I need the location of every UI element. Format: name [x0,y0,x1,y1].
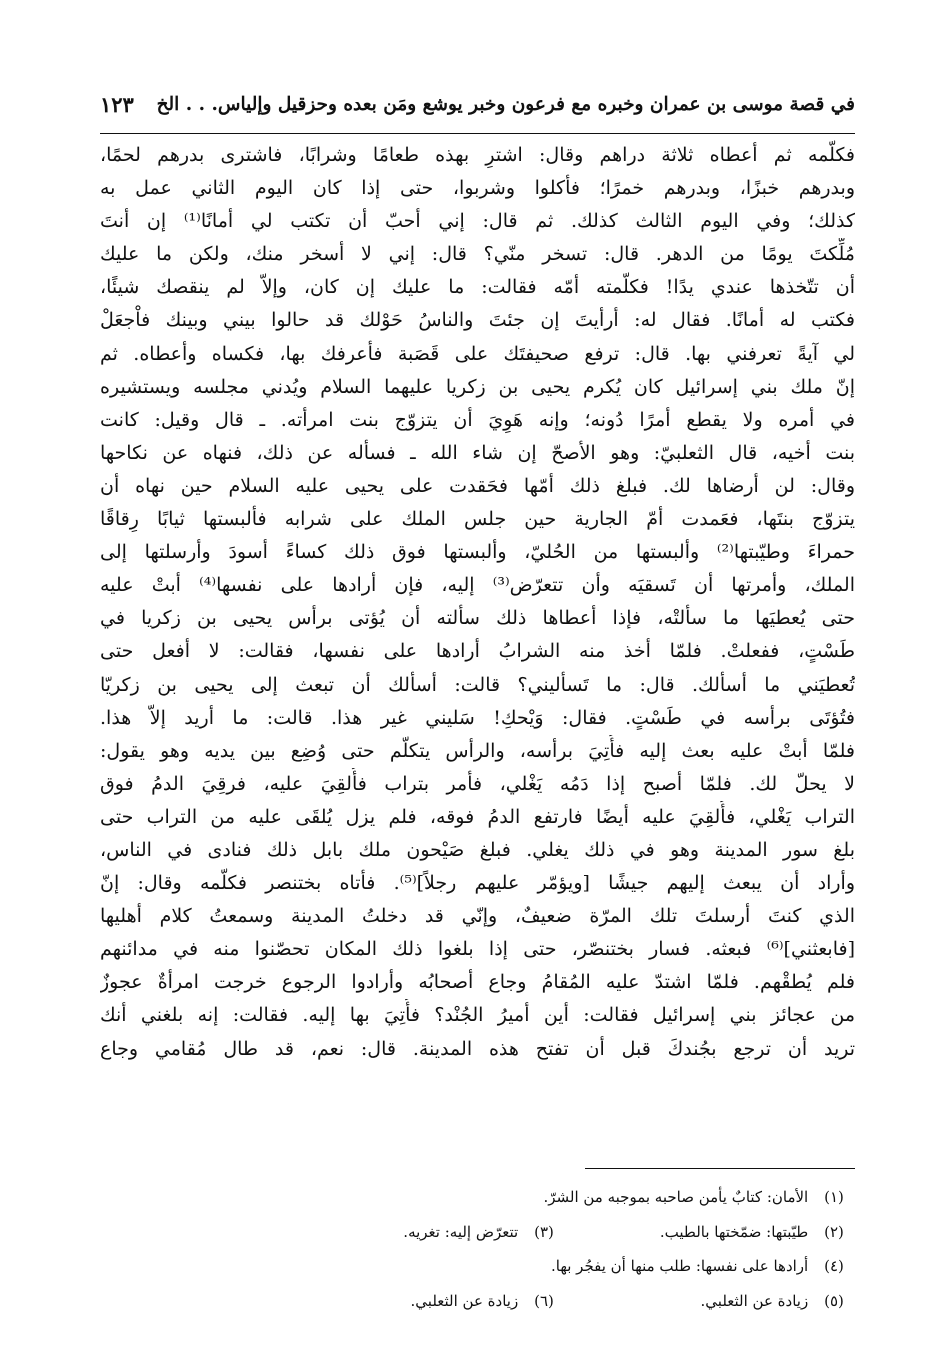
text-line: فلم يُطقْهم. فلمّا اشتدّ عليه المُقامُ وجاع أصحابُه وأرادوا الرجوع خرجت امرأةٌ عجوزٌ [100,971,855,994]
footnote-row [100,1249,855,1284]
text-line: تريد أن ترجع بجُندكَ قبل أن تفتح هذه المدينة. قال: نعم، قد طال مُقامي وجاع [100,1037,855,1060]
page-number: ١٢٣ [100,92,134,117]
text-line: فكلّمه ثم أعطاه ثلاثة دراهم وقال: اشترِ بهذه طعامًا وشرابًا، فاشترى بدرهم لحمًا، [100,144,855,166]
footnote-text: طيّبتها: ضمّختها بالطيب. [659,1222,809,1241]
text-line: فكتب له أمانًا. فقال له: أرأيتَ إن جئتَ والناسُ حَوْلك قد حالوا بيني وبينك فاْجعَلْ [100,309,855,332]
footnote [403,1215,565,1250]
text-line: وأراد أن يبعث إليهم جيشًا [ويؤمّر عليهم رجلاً]⁽⁵⁾. فأتاه بختنصر فكلّمه وقال: إنّ [100,872,855,895]
footnote [701,1284,855,1319]
footnote-row [100,1215,855,1250]
footnote [551,1249,855,1284]
header-title: في قصة موسى بن عمران وخبره مع فرعون وخبر يوشع ومَن بعده وحزقيل وإلياس. . . الخ [156,94,855,115]
text-line: وبدرهم خبزًا، وبدرهم خمرًا؛ فأكلوا وشربوا، حتى إذا كان اليوم الثاني عمل به [100,177,855,200]
footnote-text: أرادها على نفسها: طلب منها أن يفجُر بها. [550,1257,809,1275]
footnote-number: (٦) [534,1291,554,1310]
text-line: إنّ ملك بني إسرائيل كان يُكرم يحيى بن زكريا عليهما السلام ويُدني مجلسه ويستشيره [100,375,855,398]
footnote-text: زيادة عن الثعلبي. [410,1291,519,1310]
main-text [100,139,855,1159]
header-rule [100,133,855,134]
footnote-number: (٥) [824,1291,844,1310]
text-line: لا يحلّ لك. فلمّا أصبح إذا دَمُه يَغْلي، فأمر بتراب فأُلقِيَ عليه، فرقِيَ الدمُ فوق [100,772,855,795]
text-line: لي آيةً تعرفني بها. قال: ترفع صحيفتَك على قَصَبة فأعرفك بها، فكساه وأعطاه. ثم [100,342,855,365]
footnote-number: (٢) [824,1222,844,1241]
footnote-text: زيادة عن الثعلبي. [700,1291,809,1310]
footnote-row [100,1180,855,1215]
text-line: فتُؤتَى برأسه في طَسْتٍ. فقال: وَيْحكِ! سَليني غير هذا. قالت: ما أريد إلاّ هذا. [100,706,855,729]
footnotes [100,1180,855,1318]
footnote-text: تتعرّض إليه: تغريه. [403,1222,519,1241]
text-line: [فابعثني]⁽⁶⁾ فبعثه. فسار بختنصّر، حتى إذا بلغوا ذلك المكان تحصّنوا منه في مدائنهم [100,938,855,961]
text-line: الذي كنتَ أرسلتَ تلك المرّة ضعيفٌ، وإنّي قد دخلتُ المدينة وسمعتُ كلام أهليها [100,905,855,928]
text-line: كذلك؛ وفي اليوم الثالث كذلك. ثم قال: إني أحبّ أن تكتب لي أمانًا⁽¹⁾ إن أنتَ [100,210,855,233]
text-line: الملك، وأمرتها أن تَسقيَه وأن تتعرّض⁽³⁾ إليه، فإن أرادها على نفسها⁽⁴⁾ أبتْ عليه [100,574,855,597]
footnote-row [100,1284,855,1319]
text-line: بلغ سور المدينة وهو في ذلك يغلي. فبلغ صَيْحون ملك بابل ذلك فنادى في الناس، [100,838,855,861]
text-line: حمراءَ وطيّبتها⁽²⁾ وألبستها من الحُليّ، وألبستها فوق ذلك كساءً أسودَ وأرسلتها إلى [100,541,855,564]
footnote-number: (١) [824,1188,844,1206]
text-line: يتزوّج بنتَها، فعَمدت أمّ الجارية حين جلس الملك على شرابه فألبستها ثيابًا رِقاقًا [100,508,855,531]
text-line: من عجائز بني إسرائيل فقالت: أين أميرُ الجُنْد؟ فأُتِيَ بها إليه. فقالت: إنه بلغني أنك [100,1004,855,1027]
text-line: وقال: لن أرضاها لك. فبلغ ذلك أمّها فحَقدت على يحيى عليه السلام حين نهاه أن [100,474,855,497]
text-line: أن تتّخذها عندي يدًا! فكلّمته أمّه فقالت: ما عليك إن كان، وإلاّ لم ينقصك شيئًا، [100,276,855,299]
footnote-number: (٤) [824,1257,844,1275]
text-line: تُعطيَني ما أسألك. قال: ما تَسأليني؟ قالت: أسألك أن تبعث إلى يحيى بن زكريّا [100,673,855,696]
text-line: في أمره ولا يقطع أمرًا دُونه؛ وإنه هَوِيَ أن يتزوّج بنت امرأته. ـ قال وقيل: كانت [100,408,855,431]
text-line: التراب يَغْلي، فأُلقِيَ عليه أيضًا فارتفع الدمُ فوقه، فلم يزل يُلقَى عليه من التراب حتى [100,805,855,828]
footnote-number: (٣) [534,1222,554,1241]
footnote-text: الأمان: كتابٌ يأمن صاحبه بموجبه من الشرّ. [543,1188,809,1206]
footnote [660,1215,855,1250]
footnote-rule [585,1168,855,1169]
text-line: مُلِّكتَ يومًا من الدهر. قال: تسخر منّي؟ قال: إني لا أسخر منك، ولكن ما عليك [100,243,855,266]
running-header [100,90,855,130]
text-line [100,1066,855,1099]
text-line: فلمّا أبتْ عليه بعث إليه فأُتِيَ برأسه، والرأس يتكلّم حتى وُضِع بين يديه وهو يقول: [100,739,855,762]
footnote [543,1180,855,1215]
text-line: بنت أخيه، قال الثعلبيّ: وهو الأصحّ إن شاء الله ـ فسأله عن ذلك، فنهاه عن نكاحها [100,441,855,464]
footnote [411,1284,565,1319]
text-line: حتى يُعطيَها ما سألتْه، فإذا أعطاها ذلك سألته أن يُؤتى برأس يحيى بن زكريا في [100,607,855,630]
text-line: طَسْتٍ، ففعلتْ. فلمّا أخذ منه الشرابُ أرادها على نفسها، فقالت: لا أفعل حتى [100,640,855,663]
